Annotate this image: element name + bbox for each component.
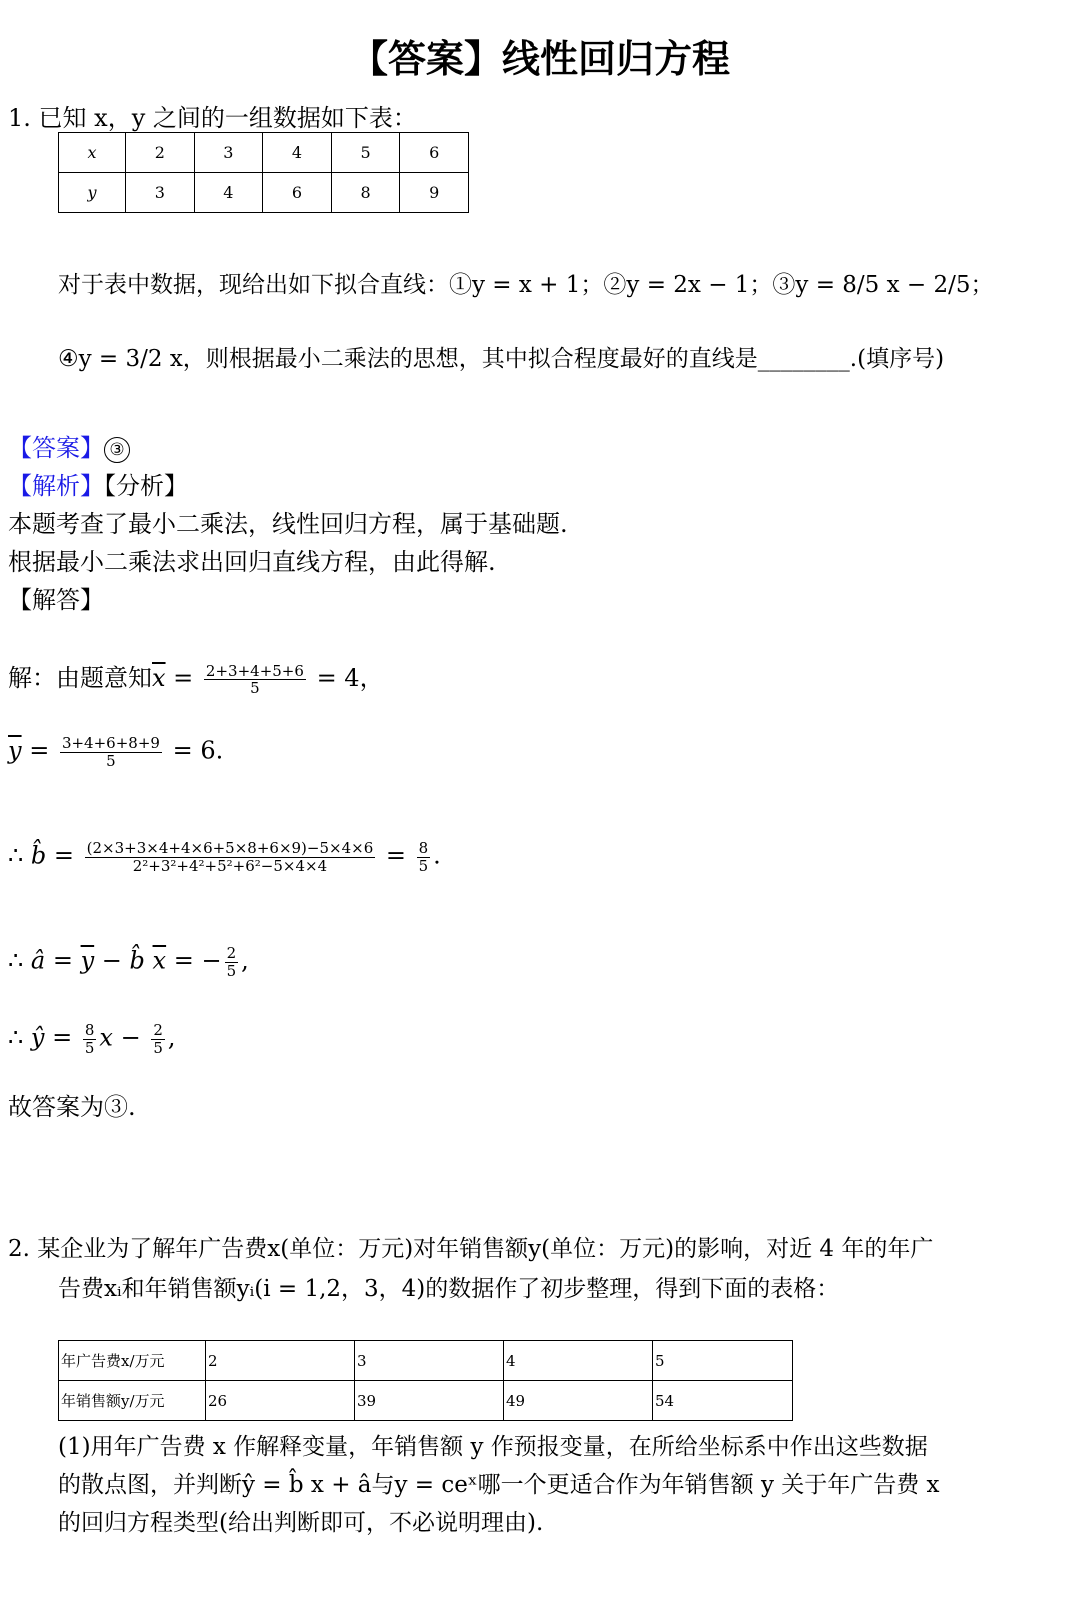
solution-b-hat: ∴ b̂ = $\frac{(2\times 3+3\times 4+4\times 6+5\times 8+6\times 9)-5\times 4\times 6}{\text{2²+3²+4²+5²+6²−5×4×4}}$ = $\frac{8}{5}$ . bbox=[8, 839, 441, 875]
table-cell: 39 bbox=[355, 1381, 504, 1421]
denominator: 2²+3²+4²+5²+6²−5×4×4 bbox=[132, 856, 328, 875]
analysis-label: 【解析】 bbox=[8, 472, 104, 500]
solution-y-hat: ∴ ŷ = $\frac{8}{5}$ x − $\frac{2}{5}$ , bbox=[8, 1021, 176, 1057]
table-cell: 5 bbox=[653, 1341, 793, 1381]
fraction bbox=[204, 663, 306, 697]
analysis-text-2: 根据最小二乘法求出回归直线方程，由此得解. bbox=[8, 548, 496, 576]
q2-part1-line2: 的散点图，并判断ŷ = b̂ x + â与y = ceˣ哪一个更适合作为年销售额 y 关于年广告费 x bbox=[58, 1472, 940, 1498]
result: = 4， bbox=[316, 664, 384, 692]
table-cell: 3 bbox=[194, 133, 263, 173]
solution-a-hat: ∴ â = $\overline{y}$ − b̂ $\overline{x}$ = − $\frac{2}{5}$ , bbox=[8, 944, 249, 980]
q1-options-line1: 对于表中数据，现给出如下拟合直线：①y = x + 1；②y = 2x − 1；③y = 8/5 x − 2/5； bbox=[58, 272, 994, 298]
fraction bbox=[225, 945, 239, 979]
math-symbol: b̂ bbox=[129, 946, 145, 975]
denominator: 5 bbox=[153, 1038, 163, 1057]
analysis-heading bbox=[8, 466, 188, 501]
denominator: 5 bbox=[106, 751, 116, 770]
answer-label: 【答案】 bbox=[8, 434, 104, 462]
solution-xbar: 解：由题意知$\overline{x}$ = $\frac{2+3+4+5+6}{5}$ = 4， bbox=[8, 661, 384, 697]
solution-text: 解：由题意知 bbox=[8, 664, 152, 692]
solution-ybar: $\overline{y}$ = $\frac{3+4+6+8+9}{5}$ = 6. bbox=[8, 734, 224, 770]
page-title: 【答案】线性回归方程 bbox=[349, 36, 730, 81]
fraction bbox=[60, 735, 162, 769]
table-cell: 4 bbox=[194, 173, 263, 213]
numerator: 2+3+4+5+6 bbox=[205, 661, 304, 680]
answer-line bbox=[8, 428, 130, 463]
q1-options-line2: ④y = 3/2 x，则根据最小二乘法的思想，其中拟合程度最好的直线是________.(填序号) bbox=[58, 346, 945, 372]
table-cell: 5 bbox=[331, 133, 400, 173]
conclusion: 故答案为③. bbox=[8, 1093, 136, 1121]
result: = 6. bbox=[172, 736, 224, 765]
q1-stem: 1. 已知 x，y 之间的一组数据如下表： bbox=[8, 104, 417, 132]
table-cell: 6 bbox=[263, 173, 332, 213]
answer-value: ③ bbox=[104, 437, 130, 463]
solve-label: 【解答】 bbox=[8, 586, 104, 614]
table-cell: x bbox=[59, 133, 126, 173]
table-cell: 3 bbox=[126, 173, 195, 213]
q1-data-table bbox=[58, 132, 469, 213]
numerator: 2 bbox=[226, 944, 237, 962]
q2-part1-line3: 的回归方程类型(给出判断即可，不必说明理由). bbox=[58, 1510, 544, 1536]
fraction bbox=[85, 840, 376, 874]
table-cell: 49 bbox=[504, 1381, 653, 1421]
denominator: 5 bbox=[250, 679, 260, 697]
q2-data-table bbox=[58, 1340, 793, 1421]
table-cell: 年销售额y/万元 bbox=[59, 1381, 206, 1421]
table-cell: 54 bbox=[653, 1381, 793, 1421]
table-cell: 26 bbox=[206, 1381, 355, 1421]
numerator: 3+4+6+8+9 bbox=[61, 734, 160, 752]
table-cell: 4 bbox=[263, 133, 332, 173]
math-symbol: $\overline{x}$ bbox=[152, 946, 167, 975]
table-cell: 2 bbox=[126, 133, 195, 173]
denominator: 5 bbox=[84, 1038, 95, 1057]
numerator: 8 bbox=[418, 839, 429, 857]
math-symbol: $\overline{y}$ bbox=[80, 946, 95, 975]
q2-part1-line1: (1)用年广告费 x 作解释变量，年销售额 y 作预报变量，在所给坐标系中作出这些数据 bbox=[58, 1434, 928, 1460]
math-symbol: ŷ bbox=[30, 1023, 45, 1052]
math-symbol: $\overline{x}$ bbox=[152, 664, 166, 692]
math-symbol: â bbox=[30, 946, 46, 975]
table-cell: y bbox=[59, 173, 126, 213]
denominator: 5 bbox=[226, 961, 237, 980]
fraction bbox=[83, 1022, 97, 1056]
table-cell: 9 bbox=[400, 173, 469, 213]
analysis-text-1: 本题考查了最小二乘法，线性回归方程，属于基础题. bbox=[8, 510, 568, 538]
table-cell: 4 bbox=[504, 1341, 653, 1381]
math-symbol: $\overline{y}$ bbox=[8, 736, 22, 765]
numerator: 8 bbox=[84, 1021, 95, 1039]
numerator: 2 bbox=[153, 1021, 163, 1039]
table-cell: 8 bbox=[331, 173, 400, 213]
q2-stem-line1: 2. 某企业为了解年广告费x(单位：万元)对年销售额y(单位：万元)的影响，对近 4 年的年广 bbox=[8, 1236, 934, 1262]
table-cell: 2 bbox=[206, 1341, 355, 1381]
table-cell: 年广告费x/万元 bbox=[59, 1341, 206, 1381]
fraction bbox=[151, 1022, 165, 1056]
denominator: 5 bbox=[418, 856, 429, 875]
numerator: (2×3+3×4+4×6+5×8+6×9)−5×4×6 bbox=[86, 839, 374, 857]
table-cell: 6 bbox=[400, 133, 469, 173]
fraction bbox=[417, 840, 431, 874]
math-symbol: b̂ bbox=[30, 841, 47, 870]
q2-stem-line2: 告费xᵢ和年销售额yᵢ(i = 1,2，3，4)的数据作了初步整理，得到下面的表格： bbox=[58, 1276, 840, 1302]
analysis-sub-label: 【分析】 bbox=[104, 472, 188, 500]
table-cell: 3 bbox=[355, 1341, 504, 1381]
